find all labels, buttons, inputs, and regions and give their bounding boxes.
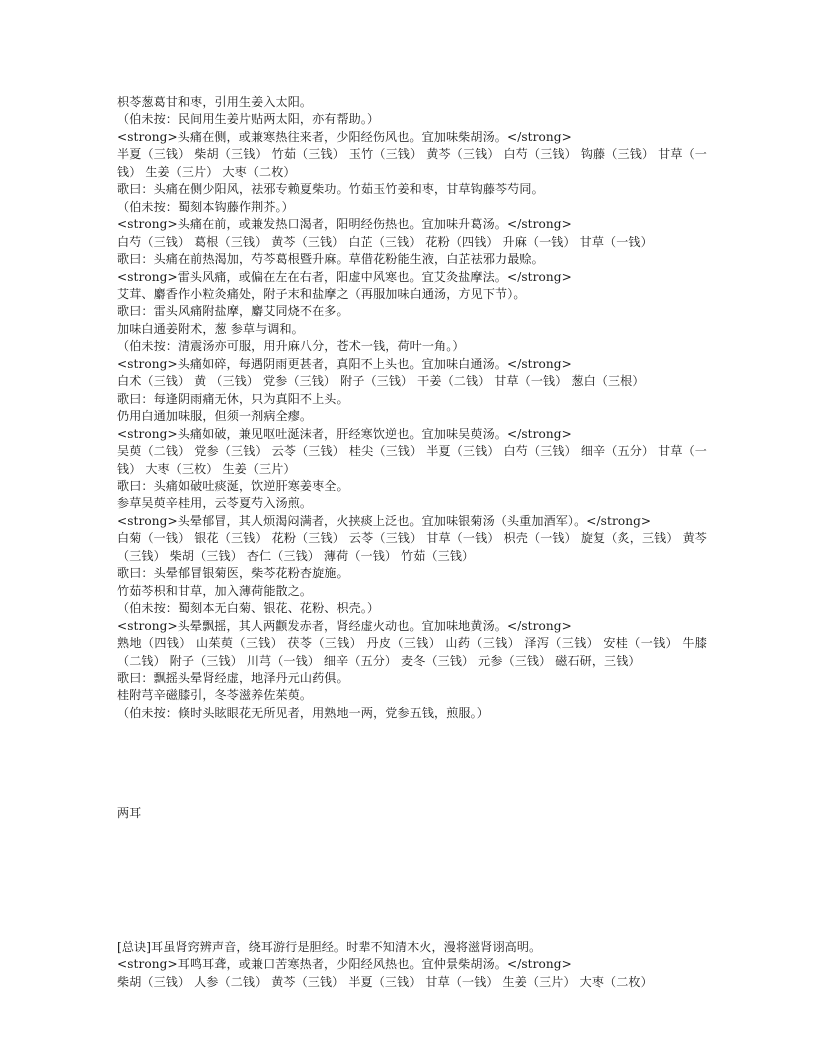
text-line: 白菊（一钱） 银花（三钱） 花粉（三钱） 云苓（三钱） 甘草（一钱） 枳壳（一钱） 旋复（炙，三钱） 黄芩（三钱） 柴胡（三钱） 杏仁（三钱） 薄荷（一钱） 竹茹（三钱） xyxy=(117,531,707,563)
text-line: 熟地（四钱） 山茱萸（三钱） 茯苓（三钱） 丹皮（三钱） 山药（三钱） 泽泻（三钱） 安桂（一钱） 牛膝（二钱） 附子（三钱） 川芎（一钱） 细辛（五分） 麦冬（三钱） 元参（三钱） 磁石研，三钱） xyxy=(117,636,707,668)
text-line: <strong>头痛如破，兼见呕吐涎沫者，肝经寒饮逆也。宜加味吴萸汤。</strong> xyxy=(117,426,572,441)
text-line: 柴胡（三钱） 人参（二钱） 黄芩（三钱） 半夏（三钱） 甘草（一钱） 生姜（三片） 大枣（二枚） xyxy=(117,974,653,989)
text-line: （伯未按：清震汤亦可服，用升麻八分，苍术一钱，荷叶一角。） xyxy=(117,339,465,354)
text-line: 仍用白通加味服，但须一剂病全瘳。 xyxy=(117,409,313,424)
text-line: 吴萸（二钱） 党参（三钱） 云苓（三钱） 桂尖（三钱） 半夏（三钱） 白芍（三钱） 细辛（五分） 甘草（一钱） 大枣（三枚） 生姜（三片） xyxy=(117,444,707,476)
text-line: 歌曰：飘摇头晕肾经虚，地泽丹元山药俱。 xyxy=(117,670,349,685)
text-line: 半夏（三钱） 柴胡（三钱） 竹茹（三钱） 玉竹（三钱） 黄芩（三钱） 白芍（三钱） 钩藤（三钱） 甘草（一钱） 生姜（三片） 大枣（二枚） xyxy=(117,147,707,179)
text-line: （伯未按：蜀刻本钩藤作荆芥。） xyxy=(117,199,294,214)
text-line: 歌曰：每逢阴雨痛无休，只为真阳不上头。 xyxy=(117,391,349,406)
text-line: 白术（三钱） 黄 （三钱） 党参（三钱） 附子（三钱） 干姜（二钱） 甘草（一钱） 葱白（三根） xyxy=(117,374,645,389)
text-line: （伯未按：倏时头眩眼花无所见者，用熟地一两，党参五钱，煎服。） xyxy=(117,705,489,720)
text-line: 桂附芎辛磁膝引，冬苓滋养佐茱萸。 xyxy=(117,688,313,703)
text-line: （伯未按：蜀刻本无白菊、银花、花粉、枳壳。） xyxy=(117,601,380,616)
text-line: <strong>头痛如碎，每遇阴雨更甚者，真阳不上头也。宜加味白通汤。</strong> xyxy=(117,356,572,371)
text-line: <strong>耳鸣耳聋，或兼口苦寒热者，少阳经风热也。宜仲景柴胡汤。</strong> xyxy=(117,957,572,972)
document-text-block xyxy=(117,94,707,991)
text-line: 歌曰：头晕郁冒银菊医，柴芩花粉杏旋施。 xyxy=(117,566,349,581)
text-line: 竹茹芩枳和甘草，加入薄荷能散之。 xyxy=(117,583,313,598)
text-line: <strong>头晕飘摇，其人两颧发赤者，肾经虚火动也。宜加味地黄汤。</strong> xyxy=(117,618,572,633)
text-line: 歌曰：雷头风痛附盐摩，麝艾同烧不在多。 xyxy=(117,304,349,319)
spacer-line xyxy=(117,839,707,856)
text-line: 加味白通姜附术，葱 参草与调和。 xyxy=(117,321,304,336)
spacer-line xyxy=(117,772,707,789)
spacer-line xyxy=(117,738,707,755)
spacer-line xyxy=(117,906,707,923)
text-line: 艾茸、麝香作小粒灸痛处，附子末和盐摩之（再服加味白通汤，方见下节）。 xyxy=(117,286,526,301)
text-line: <strong>雷头风痛，或偏在左在右者，阳虚中风寒也。宜艾灸盐摩法。</strong> xyxy=(117,269,572,284)
text-line: 歌曰：头痛在前热渴加，芍芩葛根暨升麻。草借花粉能生液，白芷祛邪力最赊。 xyxy=(117,252,544,267)
text-line: 参草吴萸辛桂用，云苓夏芍入汤煎。 xyxy=(117,496,313,511)
text-line: <strong>头晕郁冒，其人烦渴闷满者，火挟痰上泛也。宜加味银菊汤（头重加酒军）。</strong> xyxy=(117,513,652,528)
text-line: [总诀]耳虽肾窍辨声音，绕耳游行是胆经。时辈不知清木火，漫将滋肾诩高明。 xyxy=(117,939,542,954)
section-heading: 两耳 xyxy=(117,806,142,821)
text-line: <strong>头痛在前，或兼发热口渴者，阳明经伤热也。宜加味升葛汤。</strong> xyxy=(117,217,572,232)
spacer-line xyxy=(117,872,707,889)
text-line: 枳苓葱葛甘和枣，引用生姜入太阳。 xyxy=(117,95,313,109)
text-line: 歌曰：头痛如破吐痰涎，饮逆肝寒姜枣全。 xyxy=(117,478,349,493)
text-line: <strong>头痛在侧，或兼寒热往来者，少阳经伤风也。宜加味柴胡汤。</strong> xyxy=(117,129,572,144)
text-line: 歌曰：头痛在侧少阳风，祛邪专赖夏柴功。竹茹玉竹姜和枣，甘草钩藤芩芍同。 xyxy=(117,182,544,197)
text-line: 白芍（三钱） 葛根（三钱） 黄芩（三钱） 白芷（三钱） 花粉（四钱） 升麻（一钱） 甘草（一钱） xyxy=(117,234,653,249)
text-line: （伯未按：民间用生姜片贴两太阳，亦有帮助。） xyxy=(117,112,380,127)
